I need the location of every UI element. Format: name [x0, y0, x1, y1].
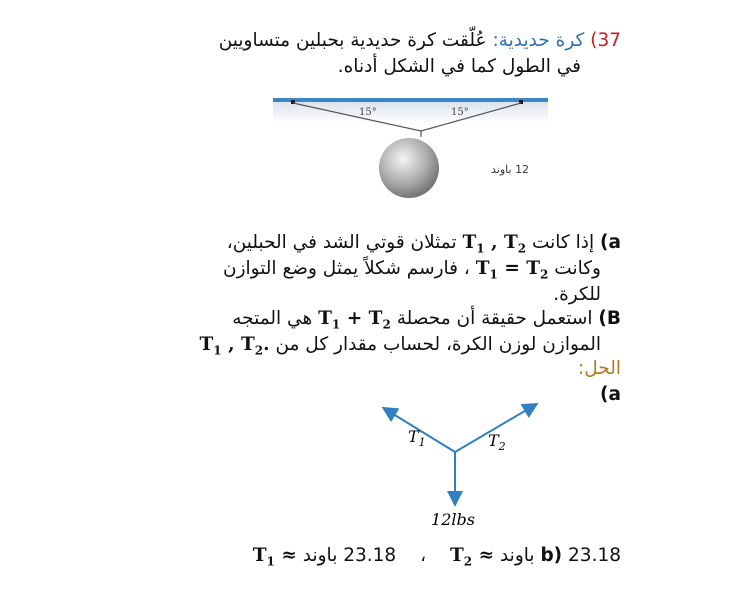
problem-text-1: عُلّقت كرة حديدية بحبلين متساويين [218, 30, 487, 51]
t1-answer-value: 23.18 باوند [302, 545, 397, 566]
ceiling-shade [273, 101, 548, 123]
angle-right-label: 15° [451, 107, 469, 118]
part-b-line-2: الموازن لوزن الكرة، لحساب مقدار كل من $T_1$ , $T_2$. [199, 334, 601, 358]
part-a-line-2: وكانت $T_1 = T_2$ ، فارسم شكلاً يمثل وضع التوازن [222, 258, 601, 282]
solution-a-marker: a) [600, 384, 621, 405]
part-a-line-1: a) إذا كانت $T_1$ , $T_2$ تمثلان قوتي الشد في الحبلين، [226, 232, 621, 256]
part-a-marker: a) [600, 232, 621, 253]
solution-label: الحل: [578, 358, 621, 379]
hanging-ball-figure [273, 93, 548, 203]
part-b-marker: B) [598, 308, 621, 329]
problem-number: 37) [590, 30, 621, 51]
problem-line-2: في الطول كما في الشكل أدناه. [337, 56, 581, 77]
iron-ball [379, 138, 439, 198]
t1-label: $T_1$ [408, 427, 426, 449]
t2-label: $T_2$ [488, 431, 506, 453]
t2-answer-value: 23.18 باوند [499, 545, 621, 566]
part-a-line-3: للكرة. [553, 284, 601, 305]
answer-b-marker: b) [540, 545, 563, 566]
angle-left-label: 15° [359, 107, 377, 118]
answer-b-line: b) 23.18 باوند $T_2$ ≈ ، 23.18 باوند $T_1$ ≈ [252, 545, 621, 569]
problem-topic: كرة حديدية: [492, 30, 585, 51]
problem-line-1 [219, 30, 621, 51]
part-b-line-1: B) استعمل حقيقة أن محصلة $T_1 + T_2$ هي المتجه [232, 308, 621, 332]
ceiling-bar [273, 98, 548, 102]
weight-label: 12lbs [431, 510, 475, 529]
force-vector-diagram [330, 390, 580, 540]
ball-weight-label: 12 باوند [491, 163, 530, 176]
